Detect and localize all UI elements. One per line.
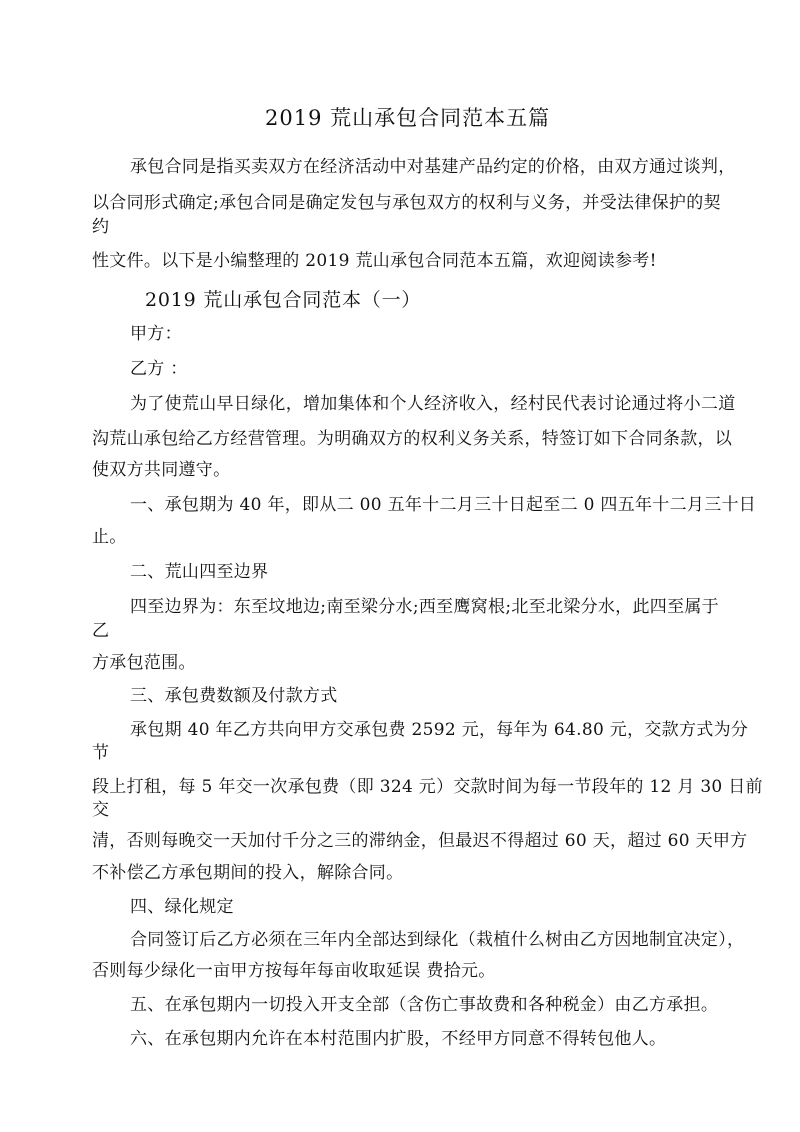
- body-line: 乙: [92, 621, 110, 641]
- clause-6: 六、在承包期内允许在本村范围内扩股，不经甲方同意不得转包他人。: [130, 1029, 667, 1049]
- section-title: 2019 荒山承包合同范本（一）: [145, 289, 422, 311]
- party-b-label: 乙方 ：: [130, 359, 188, 379]
- body-line: 否则每少绿化一亩甲方按每年每亩收取延误 费拾元。: [92, 961, 496, 981]
- clause-4-heading: 四、绿化规定: [130, 897, 234, 917]
- body-line: 使双方共同遵守。: [92, 460, 231, 480]
- clause-2-heading: 二、荒山四至边界: [130, 562, 269, 582]
- intro-line-2: 以合同形式确定;承包合同是确定发包与承包双方的权利与义务，并受法律保护的契: [92, 193, 721, 213]
- body-line: 交: [92, 800, 110, 820]
- party-a-label: 甲方：: [130, 324, 182, 344]
- body-line: 节: [92, 743, 110, 763]
- body-line: 合同签订后乙方必须在三年内全部达到绿化（栽植什么树由乙方因地制宜决定），: [130, 930, 745, 950]
- intro-line-4: 性文件。以下是小编整理的 2019 荒山承包合同范本五篇，欢迎阅读参考!: [92, 251, 657, 271]
- intro-line-3: 约: [92, 217, 110, 237]
- body-line: 四至边界为：东至坟地边;南至梁分水;西至鹰窝根;北至北梁分水，此四至属于: [130, 597, 719, 617]
- clause-3-heading: 三、承包费数额及付款方式: [130, 686, 338, 706]
- intro-line-1: 承包合同是指买卖双方在经济活动中对基建产品约定的价格，由双方通过谈判，: [130, 157, 736, 177]
- body-line: 承包期 40 年乙方共向甲方交承包费 2592 元，每年为 64.80 元，交款方式为分: [130, 720, 749, 740]
- body-line: 止。: [92, 527, 127, 547]
- body-line: 段上打租，每 5 年交一次承包费（即 324 元）交款时间为每一节段年的 12 月 30 日前: [92, 777, 763, 797]
- body-line: 为了使荒山早日绿化，增加集体和个人经济收入，经村民代表讨论通过将小二道: [130, 394, 736, 414]
- body-line: 不补偿乙方承包期间的投入，解除合同。: [92, 863, 404, 883]
- clause-1: 一、承包期为 40 年，即从二 00 五年十二月三十日起至二 0 四五年十二月三十日: [130, 495, 757, 515]
- clause-5: 五、在承包期内一切投入开支全部（含伤亡事故费和各种税金）由乙方承担。: [130, 995, 719, 1015]
- body-line: 方承包范围。: [92, 653, 196, 673]
- body-line: 沟荒山承包给乙方经营管理。为明确双方的权利义务关系，特签订如下合同条款，以: [92, 429, 733, 449]
- document-title: 2019 荒山承包合同范本五篇: [265, 106, 551, 130]
- body-line: 清，否则每晚交一天加付千分之三的滞纳金，但最迟不得超过 60 天，超过 60 天甲方: [92, 831, 748, 851]
